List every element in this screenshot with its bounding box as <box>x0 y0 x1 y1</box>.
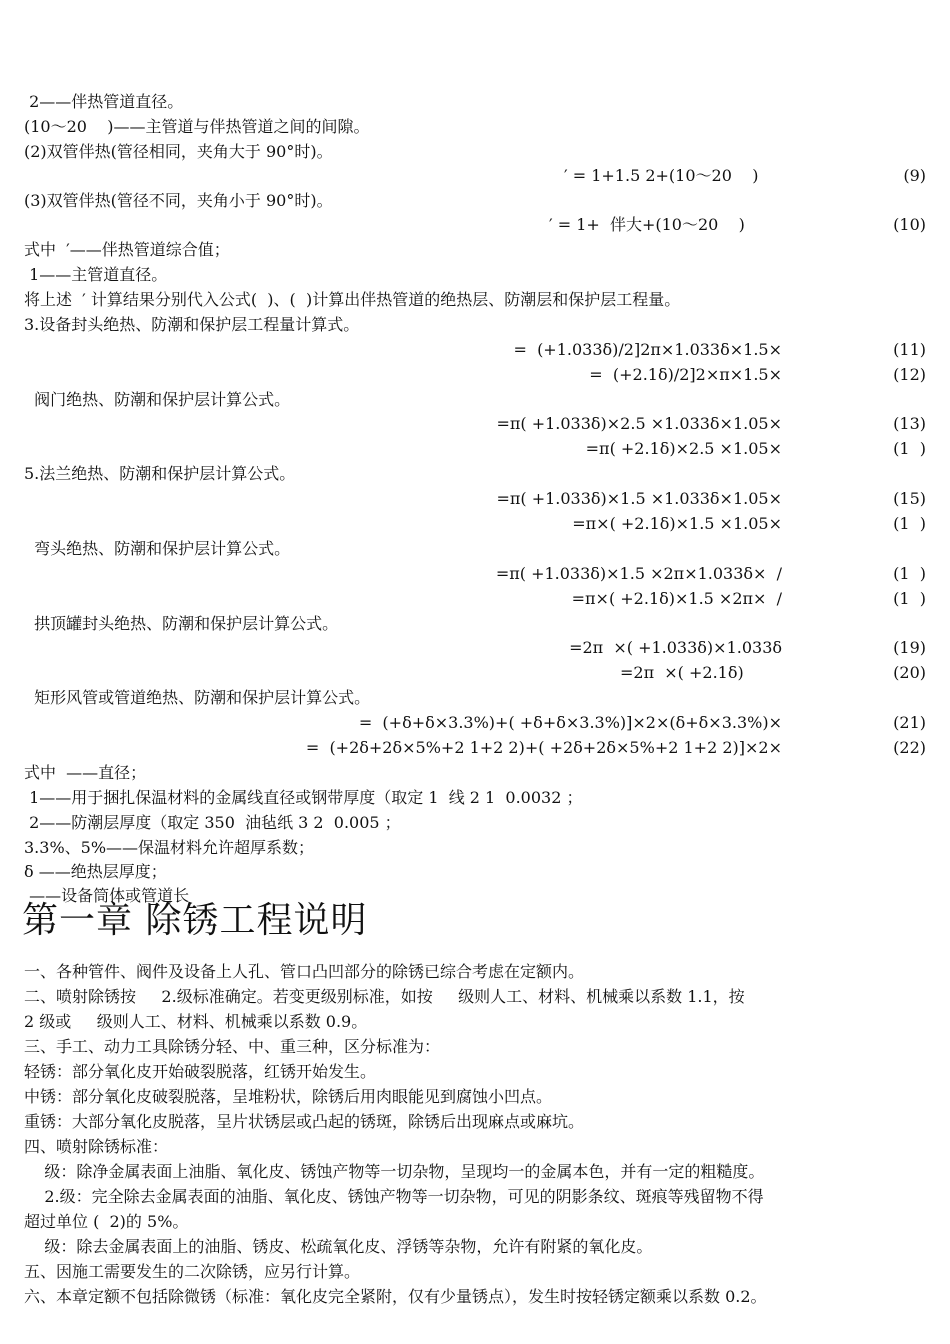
text-line <box>0 786 950 810</box>
text-line <box>0 140 950 164</box>
formula: =π( +1.033δ)×1.5 ×2π×1.033δ× / <box>495 564 782 583</box>
formula-number: (1 ) <box>893 514 926 533</box>
line-text: 级：除净金属表面上油脂、氧化皮、锈蚀产物等一切杂物，呈现均一的金属本色，并有一定的粗糙度。 <box>24 1162 765 1181</box>
line-text: 级：除去金属表面上的油脂、锈皮、松疏氧化皮、浮锈等杂物，允许有附紧的氧化皮。 <box>24 1237 653 1256</box>
text-line <box>0 1235 950 1259</box>
line-text: 拱顶罐封头绝热、防潮和保护层计算公式。 <box>24 614 339 633</box>
text-line <box>0 1285 950 1309</box>
formula-number: (15) <box>893 489 926 508</box>
line-text: 将上述 ′ 计算结果分别代入公式( )、( )计算出伴热管道的绝热层、防潮层和保护层工程量。 <box>24 290 681 309</box>
line-text: (3)双管伴热(管径不同，夹角小于 90°时)。 <box>24 191 333 210</box>
formula: =π×( +2.1δ)×1.5 ×1.05× <box>572 514 782 533</box>
line-text: 矩形风管或管道绝热、防潮和保护层计算公式。 <box>24 688 371 707</box>
line-text: 1——用于捆扎保温材料的金属线直径或钢带厚度（取定 1 线 2 1 0.0032 ； <box>24 788 583 807</box>
line-text: 3.设备封头绝热、防潮和保护层工程量计算式。 <box>24 315 360 334</box>
formula: = (+2.1δ)/2]2×π×1.5× <box>589 365 782 384</box>
text-line <box>0 1060 950 1084</box>
formula-number: (19) <box>893 638 926 657</box>
line-text: 六、本章定额不包括除微锈（标准：氧化皮完全紧附，仅有少量锈点），发生时按轻锈定额乘以系数 0.2。 <box>24 1287 767 1306</box>
text-line <box>0 811 950 835</box>
formula-number: (11) <box>893 340 926 359</box>
line-text: (2)双管伴热(管径相同，夹角大于 90°时)。 <box>24 142 333 161</box>
line-text: 2.级：完全除去金属表面的油脂、氧化皮、锈蚀产物等一切杂物，可见的阴影条纹、斑痕等残留物不得 <box>24 1187 764 1206</box>
formula-line <box>0 711 950 735</box>
formula-number: (1 ) <box>893 439 926 458</box>
formula: =π×( +2.1δ)×1.5 ×2π× / <box>571 589 782 608</box>
text-line <box>0 761 950 785</box>
formula-line <box>0 487 950 511</box>
line-text: 轻锈：部分氧化皮开始破裂脱落，红锈开始发生。 <box>24 1062 377 1081</box>
text-line <box>0 836 950 860</box>
formula-number: (22) <box>893 738 926 757</box>
formula-line <box>0 213 950 237</box>
text-line <box>0 1085 950 1109</box>
text-line <box>0 1135 950 1159</box>
text-line <box>0 288 950 312</box>
text-line <box>0 263 950 287</box>
line-text: 中锈：部分氧化皮破裂脱落，呈堆粉状，除锈后用肉眼能见到腐蚀小凹点。 <box>24 1087 553 1106</box>
text-line <box>0 388 950 412</box>
text-line <box>0 1160 950 1184</box>
formula-number: (9) <box>903 166 926 185</box>
formula-line <box>0 412 950 436</box>
formula: =2π ×( +2.1δ) <box>620 663 744 682</box>
formula: =π( +2.1δ)×2.5 ×1.05× <box>585 439 782 458</box>
text-line <box>0 1035 950 1059</box>
formula: = (+2δ+2δ×5%+2 1+2 2)+( +2δ+2δ×5%+2 1+2 2)]×2× <box>305 738 782 757</box>
formula: = (+δ+δ×3.3%)+( +δ+δ×3.3%)]×2×(δ+δ×3.3%)× <box>358 713 782 732</box>
line-text: 五、因施工需要发生的二次除锈，应另行计算。 <box>24 1262 361 1281</box>
text-line <box>0 1210 950 1234</box>
formula-line <box>0 661 950 685</box>
text-line <box>0 960 950 984</box>
formula-line <box>0 512 950 536</box>
formula: =π( +1.033δ)×2.5 ×1.033δ×1.05× <box>496 414 782 433</box>
text-line <box>0 189 950 213</box>
line-text: δ ——绝热层厚度； <box>24 862 167 881</box>
formula-line <box>0 363 950 387</box>
text-line <box>0 1010 950 1034</box>
line-text: 3.3%、5%——保温材料允许超厚系数； <box>24 838 315 857</box>
line-text: 二、喷射除锈按 2.级标准确定。若变更级别标准，如按 级则人工、材料、机械乘以系数 1.1，按 <box>24 987 745 1006</box>
formula-number: (21) <box>893 713 926 732</box>
formula-line <box>0 562 950 586</box>
formula-line <box>0 338 950 362</box>
text-line <box>0 462 950 486</box>
line-text: 2——防潮层厚度（取定 350 油毡纸 3 2 0.005 ； <box>24 813 401 832</box>
text-line <box>0 1185 950 1209</box>
line-text: 1——主管道直径。 <box>24 265 168 284</box>
text-line <box>0 313 950 337</box>
formula-line <box>0 437 950 461</box>
formula: = (+1.033δ)/2]2π×1.033δ×1.5× <box>513 340 782 359</box>
text-line <box>0 238 950 262</box>
formula-number: (20) <box>893 663 926 682</box>
line-text: 三、手工、动力工具除锈分轻、中、重三种，区分标准为： <box>24 1037 441 1056</box>
formula-line <box>0 164 950 188</box>
formula: =π( +1.033δ)×1.5 ×1.033δ×1.05× <box>496 489 782 508</box>
line-text: 式中 ——直径； <box>24 763 147 782</box>
text-line <box>0 860 950 884</box>
formula: ′ = 1+1.5 2+(10～20 ) <box>564 166 759 185</box>
text-line <box>0 1260 950 1284</box>
formula-line <box>0 587 950 611</box>
line-text: 2——伴热管道直径。 <box>24 92 184 111</box>
formula-line <box>0 636 950 660</box>
text-line <box>0 612 950 636</box>
line-text: 阀门绝热、防潮和保护层计算公式。 <box>24 390 291 409</box>
text-line <box>0 90 950 114</box>
line-text: 四、喷射除锈标准： <box>24 1137 169 1156</box>
formula-number: (13) <box>893 414 926 433</box>
text-line <box>0 1110 950 1134</box>
formula-line <box>0 736 950 760</box>
formula: =2π ×( +1.033δ)×1.033δ <box>569 638 782 657</box>
line-text: 一、各种管件、阀件及设备上人孔、管口凸凹部分的除锈已综合考虑在定额内。 <box>24 962 585 981</box>
formula-number: (1 ) <box>893 589 926 608</box>
line-text: 2 级或 级则人工、材料、机械乘以系数 0.9。 <box>24 1012 368 1031</box>
line-text: (10～20 )——主管道与伴热管道之间的间隙。 <box>24 117 370 136</box>
formula-number: (1 ) <box>893 564 926 583</box>
line-text: 超过单位 ( 2)的 5%。 <box>24 1212 189 1231</box>
text-line <box>0 537 950 561</box>
formula-number: (10) <box>893 215 926 234</box>
line-text: 式中 ′——伴热管道综合值； <box>24 240 230 259</box>
chapter-title: 第一章 除锈工程说明 <box>22 900 368 941</box>
text-line <box>0 115 950 139</box>
line-text: 重锈：大部分氧化皮脱落，呈片状锈层或凸起的锈斑，除锈后出现麻点或麻坑。 <box>24 1112 585 1131</box>
text-line <box>0 686 950 710</box>
formula: ′ = 1+ 伴大+(10～20 ) <box>549 215 745 234</box>
line-text: ——设备筒体或管道长 <box>24 886 190 905</box>
formula-number: (12) <box>893 365 926 384</box>
text-line <box>0 985 950 1009</box>
line-text: 5.法兰绝热、防潮和保护层计算公式。 <box>24 464 296 483</box>
line-text: 弯头绝热、防潮和保护层计算公式。 <box>24 539 291 558</box>
